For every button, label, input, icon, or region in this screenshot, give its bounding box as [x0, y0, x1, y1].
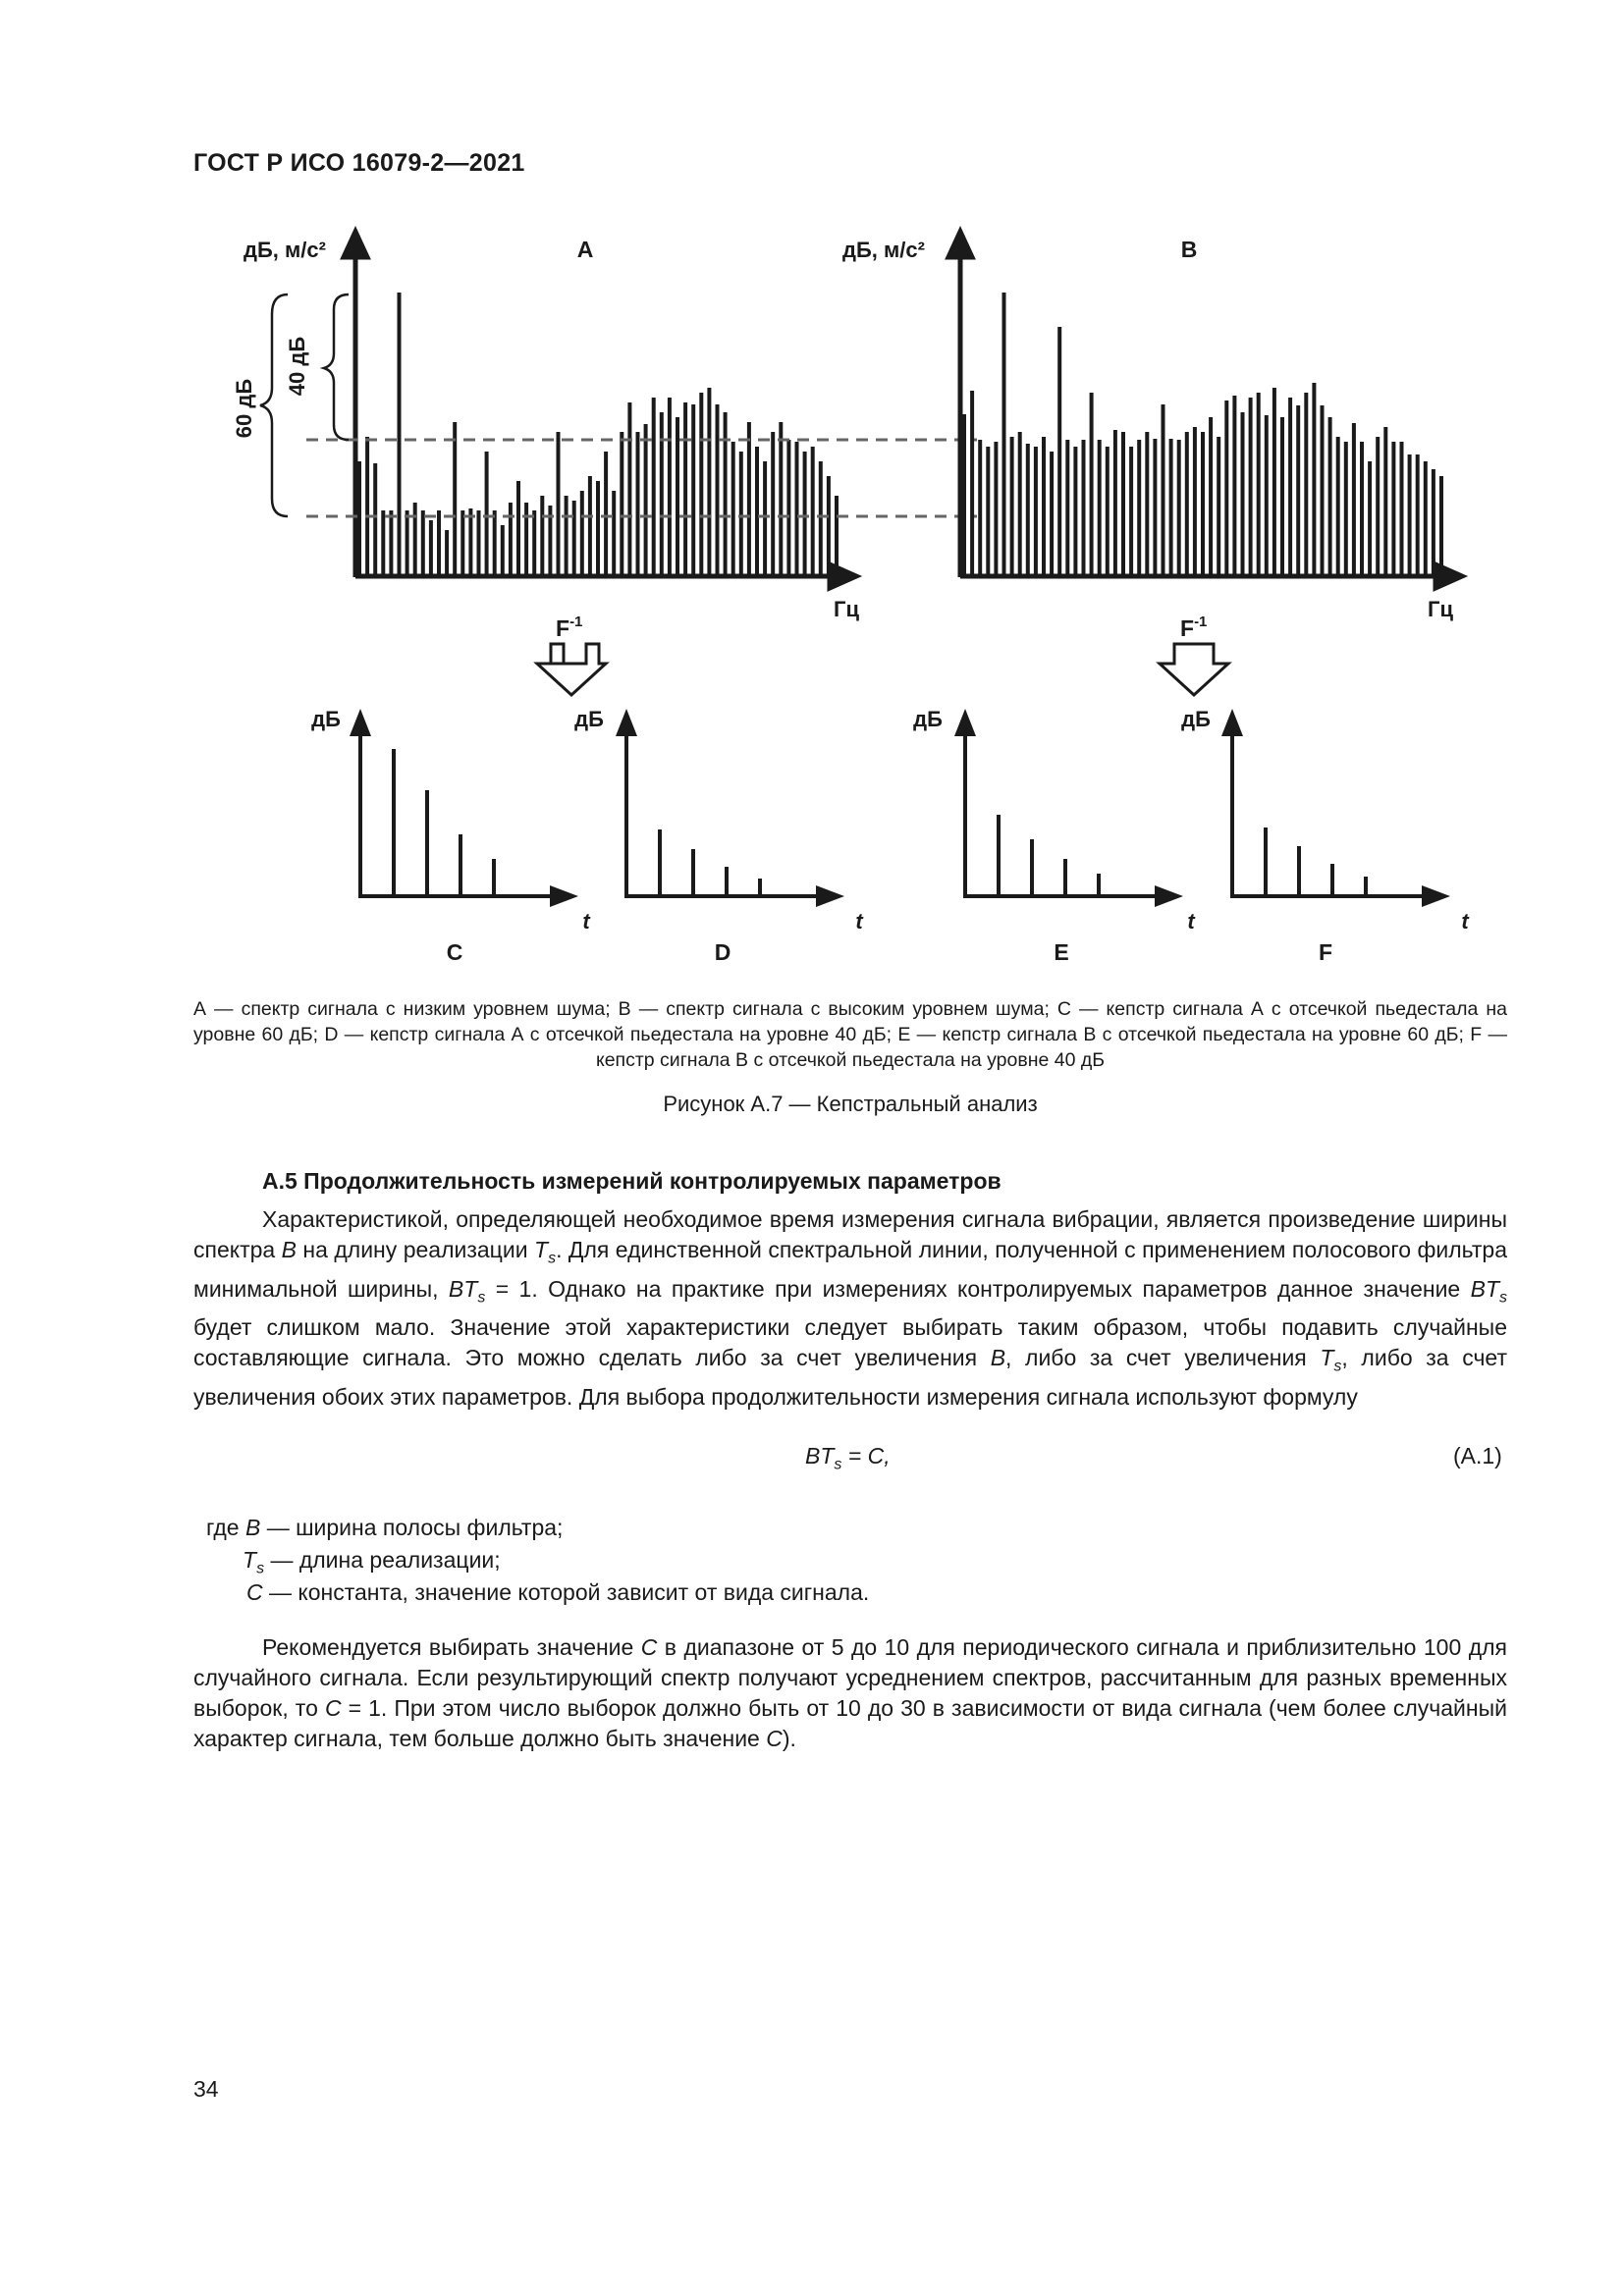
- inverse-transform-right: [1160, 614, 1228, 695]
- paragraph-1: Характеристикой, определяющей необходимое время измерения сигнала вибрации, является произведение ширины спектра B на длину реализации $T_s$. Для единственной спектральной линии, полученной с применением полосового фильтра минимальной ширины, $BT_s = 1$. Однако на практике при измерениях контролируемых параметров данное значение $BT_s$ будет слишком мало. Значение этой характеристики следует выбирать таким образом, чтобы подавить случайные составляющие сигнала. Это можно сделать либо за счет увеличения B, либо за счет увеличения $T_s$, либо за счет увеличения обоих этих параметров. Для выбора продолжительности измерения сигнала используют формулу: [193, 1206, 1507, 1410]
- x-label-f: t: [1461, 909, 1469, 934]
- section-title: А.5 Продолжительность измерений контролируемых параметров: [262, 1168, 1001, 1194]
- where-c: C — константа, значение которой зависит от вида сигнала.: [246, 1579, 870, 1605]
- spectrum-b-lines: [964, 293, 1441, 575]
- axis-arrow: [816, 885, 844, 907]
- page-number: 34: [193, 2076, 219, 2102]
- down-arrow-icon: [1160, 644, 1228, 695]
- panel-label-d: D: [714, 939, 731, 965]
- cepstrum-panel: [1221, 709, 1450, 907]
- where-b: где B — ширина полосы фильтра;: [206, 1515, 564, 1540]
- inverse-transform-left: [537, 614, 606, 695]
- spectrum-a-lines: [359, 293, 837, 575]
- x-label-e: t: [1187, 909, 1195, 934]
- panel-label-e: E: [1054, 939, 1069, 965]
- y-label-c: дБ: [311, 707, 341, 731]
- axis-arrow: [350, 709, 371, 736]
- axis-arrow: [1221, 709, 1243, 736]
- x-label-b: Гц: [1428, 597, 1453, 621]
- formula: $BT_s = C$,: [805, 1443, 891, 1473]
- brace-60db: [260, 294, 288, 516]
- cepstrum-panels: [350, 709, 1450, 907]
- panel-label-f: F: [1318, 939, 1333, 965]
- transform-label: $F^{-1}$: [1180, 614, 1208, 641]
- axis-arrow: [954, 709, 976, 736]
- axis-arrow: [1155, 885, 1183, 907]
- y-label-f: дБ: [1181, 707, 1211, 731]
- formula-number: (А.1): [1453, 1443, 1502, 1468]
- axis-arrow: [616, 709, 637, 736]
- level-label-60db: 60 дБ: [232, 378, 256, 439]
- panel-label-b: B: [1180, 237, 1198, 262]
- panel-b: [842, 232, 1462, 621]
- figure-caption: Рисунок А.7 — Кепстральный анализ: [663, 1092, 1038, 1116]
- axis-arrow: [550, 885, 578, 907]
- cepstrum-panel: [616, 709, 844, 907]
- panel-a: [232, 232, 977, 621]
- down-arrow-icon: [537, 644, 606, 695]
- y-label-a: дБ, м/с²: [244, 238, 326, 262]
- cepstral-analysis-figure: [0, 0, 1624, 991]
- x-label-c: t: [582, 909, 590, 934]
- cepstrum-panel: [350, 709, 578, 907]
- y-label-d: дБ: [574, 707, 604, 731]
- transform-label: $F^{-1}$: [556, 614, 583, 641]
- y-label-b: дБ, м/с²: [842, 238, 925, 262]
- paragraph-2: Рекомендуется выбирать значение C в диапазоне от 5 до 10 для периодического сигнала и приблизительно 100 для случайного сигнала. Если результирующий спектр получают усреднением спектров, рассчитанным для разных временных выборок, то C = 1. При этом число выборок должно быть от 10 до 30 в зависимости от вида сигнала (чем более случайный характер сигнала, тем больше должно быть значение C).: [193, 1634, 1507, 1751]
- x-label-d: t: [855, 909, 863, 934]
- brace-40db: [324, 294, 349, 440]
- figure-legend: А — спектр сигнала с низким уровнем шума; В — спектр сигнала с высоким уровнем шума; С — кепстр сигнала А с отсечкой пьедестала на уровне 60 дБ; D — кепстр сигнала А с отсечкой пьедестала на уровне 40 дБ; Е — кепстр сигнала В с отсечкой пьедестала на уровне 60 дБ; F — кепстр сигнала В с отсечкой пьедестала на уровне 40 дБ: [193, 998, 1507, 1071]
- panel-label-a: A: [576, 237, 594, 262]
- where-t: $T_s$ — длина реализации;: [243, 1547, 501, 1577]
- y-label-e: дБ: [913, 707, 943, 731]
- axis-y-b: [948, 232, 972, 577]
- document-header: ГОСТ Р ИСО 16079-2—2021: [193, 149, 525, 177]
- level-label-40db: 40 дБ: [285, 336, 309, 397]
- axis-arrow: [1422, 885, 1450, 907]
- panel-label-c: C: [446, 939, 463, 965]
- axis-y-a: [344, 232, 367, 577]
- cepstrum-panel: [954, 709, 1183, 907]
- x-label-a: Гц: [834, 597, 859, 621]
